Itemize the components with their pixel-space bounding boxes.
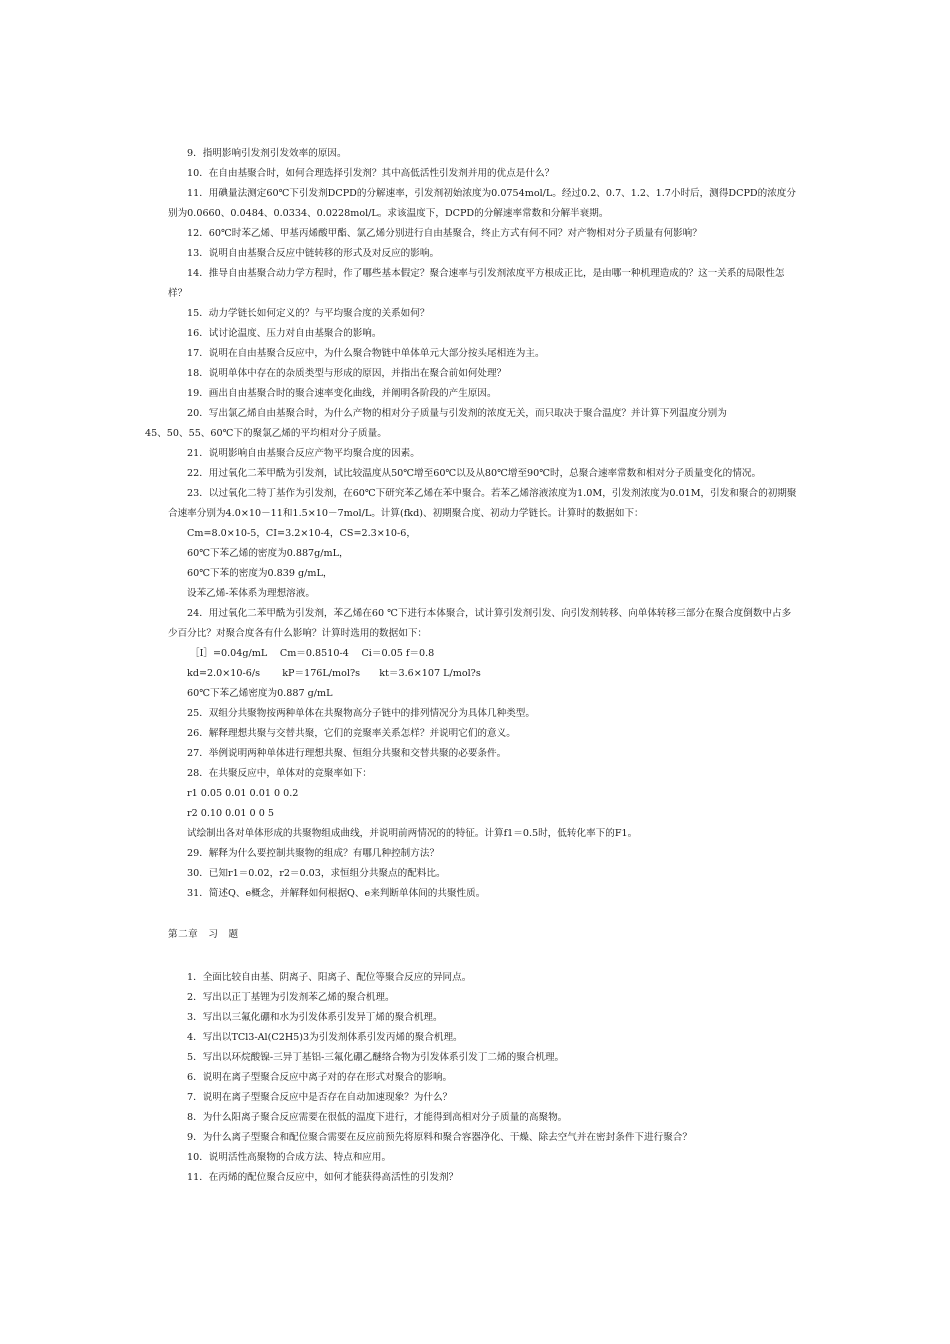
chapter-2-question-7: 7．说明在离子型聚合反应中是否存在自动加速现象？为什么？ — [187, 1092, 453, 1103]
chapter-2-question-6: 6．说明在离子型聚合反应中离子对的存在形式对聚合的影响。 — [187, 1072, 453, 1083]
question-20-continued: 45、50、55、60℃下的聚氯乙烯的平均相对分子质量。 — [145, 428, 387, 439]
chapter-2-question-9: 9．为什么离子型聚合和配位聚合需要在反应前预先将原料和聚合容器净化、干燥、除去空气并在密封条件下进行聚合？ — [187, 1132, 692, 1143]
chapter-2-question-10: 10．说明活性高聚物的合成方法、特点和应用。 — [187, 1152, 392, 1163]
question-26: 26．解释理想共聚与交替共聚，它们的竞聚率关系怎样？并说明它们的意义。 — [187, 728, 516, 739]
question-18: 18．说明单体中存在的杂质类型与形成的原因，并指出在聚合前如何处理？ — [187, 368, 507, 379]
chapter-2-question-2: 2．写出以正丁基锂为引发剂苯乙烯的聚合机理。 — [187, 992, 395, 1003]
question-25: 25．双组分共聚物按两种单体在共聚物高分子链中的排列情况分为具体几种类型。 — [187, 708, 535, 719]
question-24-data-2: kd=2.0×10-6/s kP＝176L/mol?s kt＝3.6×107 L/mol?s — [187, 668, 481, 679]
chapter-2-question-8: 8．为什么阳离子聚合反应需要在很低的温度下进行，才能得到高相对分子质量的高聚物。 — [187, 1112, 568, 1123]
question-13: 13．说明自由基聚合反应中链转移的形式及对反应的影响。 — [187, 248, 440, 259]
question-23-data-4: 设苯乙烯-苯体系为理想溶液。 — [187, 588, 315, 599]
question-22: 22．用过氧化二苯甲酰为引发剂，试比较温度从50℃增至60℃以及从80℃增至90℃时，总聚合速率常数和相对分子质量变化的情况。 — [187, 468, 762, 479]
question-15: 15．动力学链长如何定义的？与平均聚合度的关系如何？ — [187, 308, 430, 319]
chapter-2-question-11: 11．在丙烯的配位聚合反应中，如何才能获得高活性的引发剂？ — [187, 1172, 459, 1183]
question-31: 31．简述Q、e概念，并解释如何根据Q、e来判断单体间的共聚性质。 — [187, 888, 486, 899]
question-24-data-3: 60℃下苯乙烯密度为0.887 g/mL — [187, 688, 333, 699]
question-28: 28．在共聚反应中，单体对的竞聚率如下： — [187, 768, 372, 779]
question-11: 11．用碘量法测定60℃下引发剂DCPD的分解速率，引发剂初始浓度为0.0754mol/L。经过0.2、0.7、1.2、1.7小时后，测得DCPD的浓度分别为0.0660、0.0484、0.0334、0.0228mol/L。求该温度下，DCPD的分解速率常数和分解半衰期。 — [168, 188, 796, 219]
question-17: 17．说明在自由基聚合反应中，为什么聚合物链中单体单元大部分按头尾相连为主。 — [187, 348, 545, 359]
chapter-2-question-3: 3．写出以三氟化硼和水为引发体系引发异丁烯的聚合机理。 — [187, 1012, 443, 1023]
question-23-data-3: 60℃下苯的密度为0.839 g/mL， — [187, 568, 333, 579]
question-9: 9．指明影响引发剂引发效率的原因。 — [187, 148, 347, 159]
question-20: 20．写出氯乙烯自由基聚合时，为什么产物的相对分子质量与引发剂的浓度无关，而只取决于聚合温度？并计算下列温度分别为 — [187, 408, 727, 419]
chapter-2-heading: 第二章 习 题 — [168, 929, 239, 940]
chapter-2-question-4: 4．写出以TCl3-Al(C2H5)3为引发剂体系引发丙烯的聚合机理。 — [187, 1032, 463, 1043]
question-12: 12．60℃时苯乙烯、甲基丙烯酸甲酯、氯乙烯分别进行自由基聚合，终止方式有何不同？对产物相对分子质量有何影响？ — [187, 228, 702, 239]
question-28-r2-row: r2 0.10 0.01 0 0 5 — [187, 808, 274, 819]
question-24-data-1: ［I］=0.04g/mL Cm＝0.8510-4 Ci＝0.05 f＝0.8 — [190, 648, 435, 659]
question-19: 19．画出自由基聚合时的聚合速率变化曲线，并阐明各阶段的产生原因。 — [187, 388, 497, 399]
question-28-r1-row: r1 0.05 0.01 0.01 0 0.2 — [187, 788, 299, 799]
question-10: 10．在自由基聚合时，如何合理选择引发剂？其中高低活性引发剂并用的优点是什么？ — [187, 168, 555, 179]
question-24: 24．用过氧化二苯甲酰为引发剂，苯乙烯在60 ℃下进行本体聚合，试计算引发剂引发、向引发剂转移、向单体转移三部分在聚合度倒数中占多少百分比？对聚合度各有什么影响？计算时选用的数据如下： — [168, 608, 792, 639]
question-14: 14．推导自由基聚合动力学方程时，作了哪些基本假定？聚合速率与引发剂浓度平方根成正比，是由哪一种机理造成的？这一关系的局限性怎样？ — [168, 268, 785, 299]
question-23-data-2: 60℃下苯乙烯的密度为0.887g/mL， — [187, 548, 349, 559]
question-23-data-1: Cm=8.0×10-5，CI=3.2×10-4，CS=2.3×10-6， — [187, 528, 416, 539]
chapter-2-question-5: 5．写出以环烷酸镍-三异丁基铝-三氟化硼乙醚络合物为引发体系引发丁二烯的聚合机理。 — [187, 1052, 565, 1063]
question-28-task: 试绘制出各对单体形成的共聚物组成曲线，并说明前两情况的的特征。计算f1＝0.5时，低转化率下的F1。 — [187, 828, 638, 839]
question-21: 21．说明影响自由基聚合反应产物平均聚合度的因素。 — [187, 448, 420, 459]
question-16: 16．试讨论温度、压力对自由基聚合的影响。 — [187, 328, 382, 339]
question-30: 30．已知r1＝0.02，r2＝0.03，求恒组分共聚点的配料比。 — [187, 868, 446, 879]
question-27: 27．举例说明两种单体进行理想共聚、恒组分共聚和交替共聚的必要条件。 — [187, 748, 507, 759]
chapter-2-question-1: 1．全面比较自由基、阴离子、阳离子、配位等聚合反应的异同点。 — [187, 972, 472, 983]
question-29: 29．解释为什么要控制共聚物的组成？有哪几种控制方法？ — [187, 848, 440, 859]
question-23: 23．以过氧化二特丁基作为引发剂，在60℃下研究苯乙烯在苯中聚合。若苯乙烯溶液浓度为1.0M，引发剂浓度为0.01M，引发和聚合的初期聚合速率分别为4.0×10－11和1.5×10－7mol/L。计算(fkd)、初期聚合度、初动力学链长。计算时的数据如下： — [168, 488, 797, 519]
document-content — [145, 144, 800, 1188]
